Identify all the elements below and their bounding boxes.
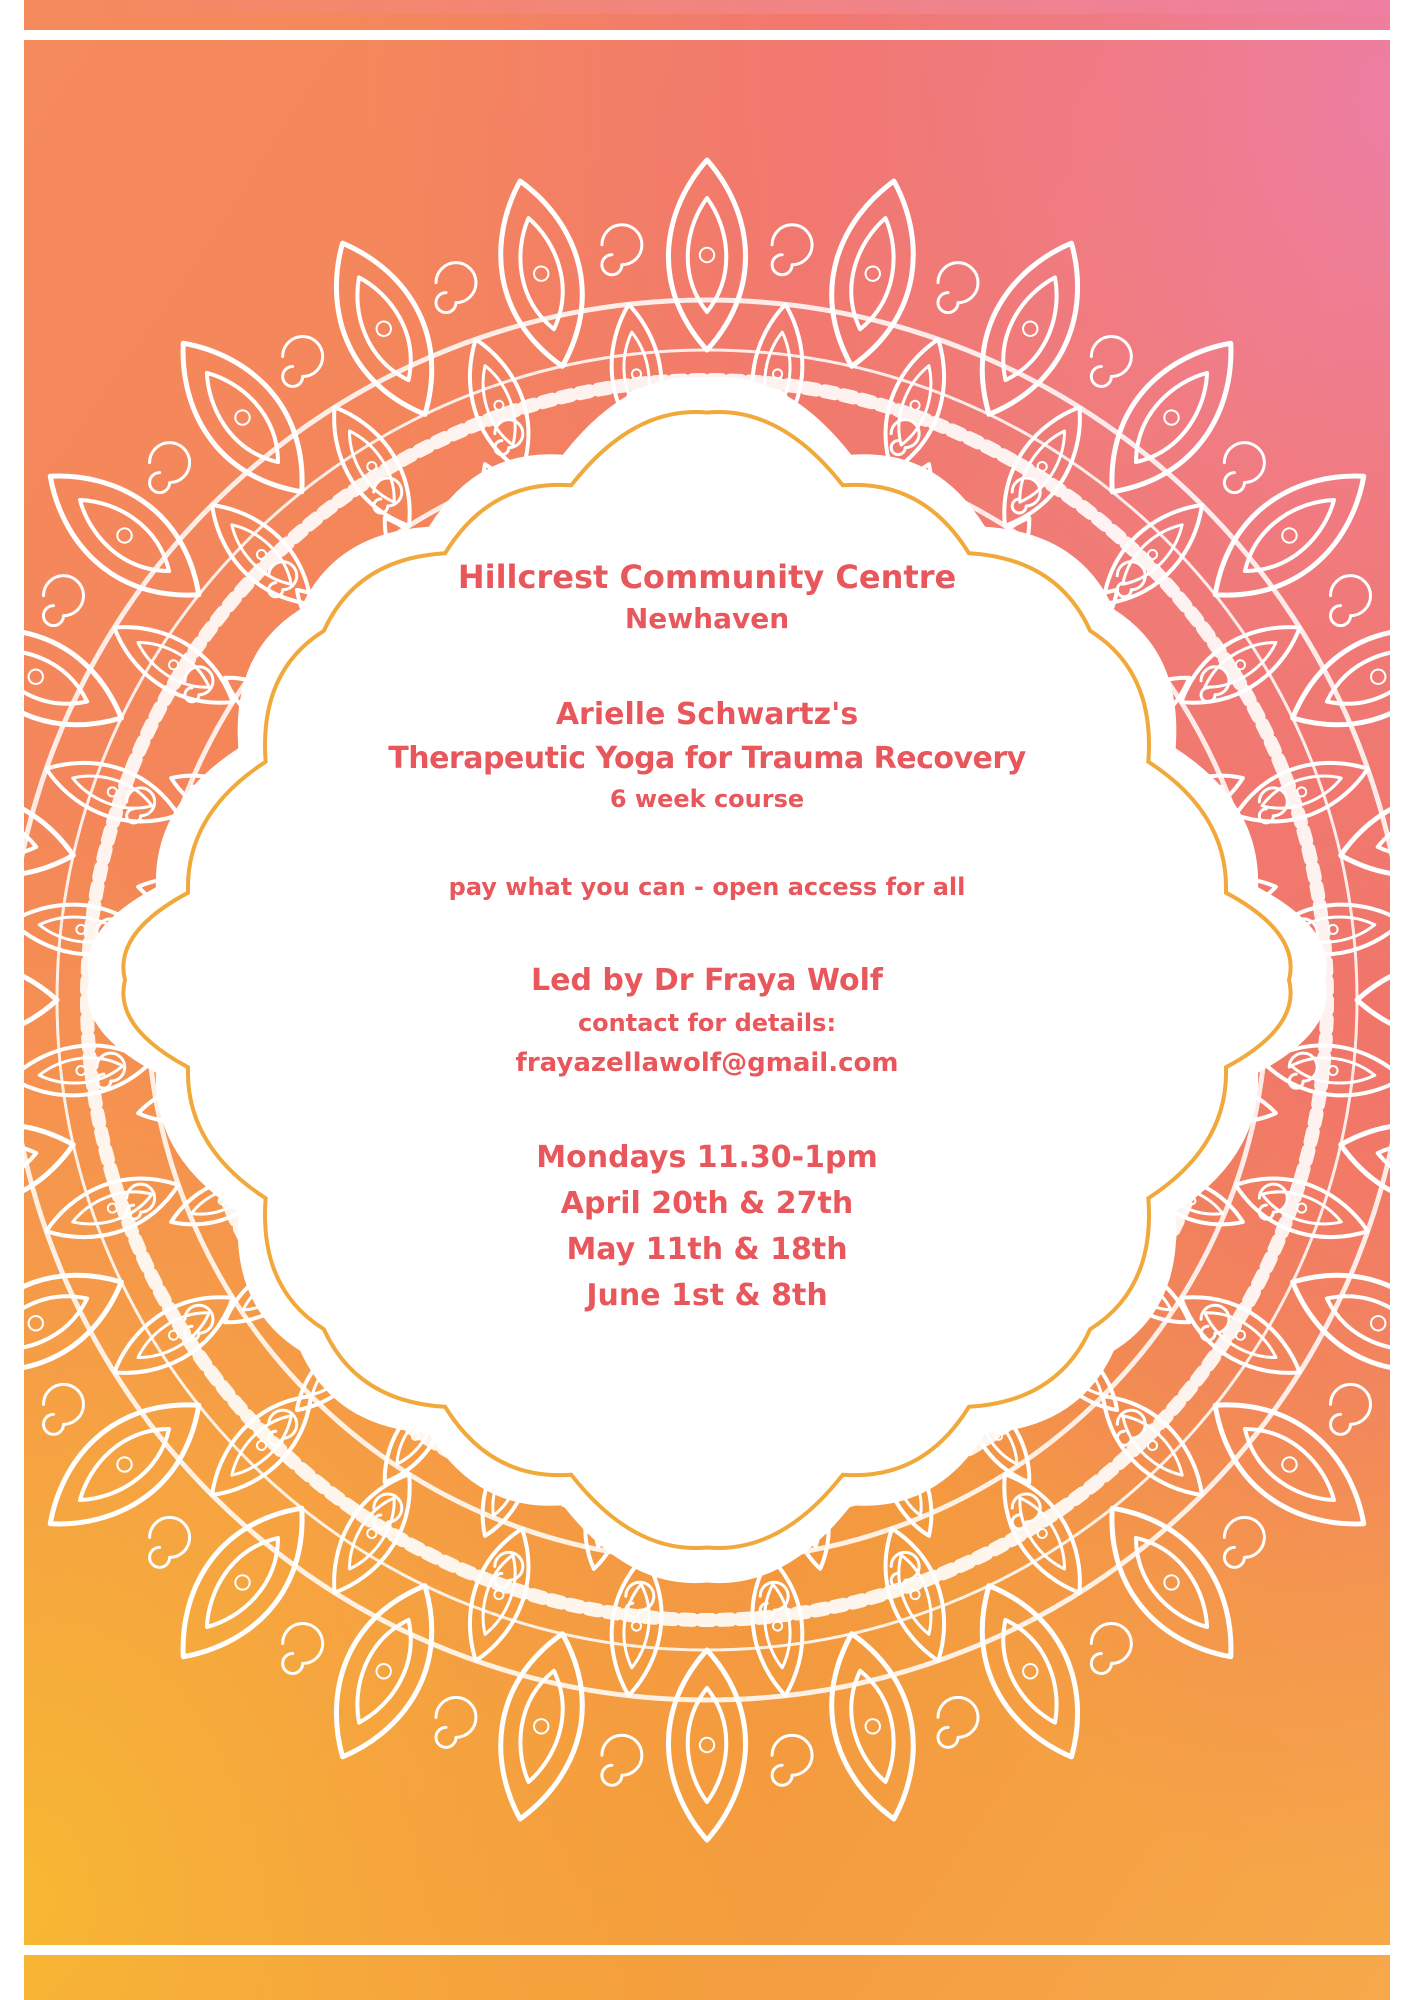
schedule-date-june: June 1st & 8th xyxy=(586,1278,828,1313)
course-author: Arielle Schwartz's xyxy=(555,697,859,732)
course-length: 6 week course xyxy=(609,785,805,813)
course-title: Therapeutic Yoga for Trauma Recovery xyxy=(388,741,1026,776)
schedule-date-april: April 20th & 27th xyxy=(560,1186,854,1221)
venue-name: Hillcrest Community Centre xyxy=(457,558,957,596)
schedule-day-time: Mondays 11.30-1pm xyxy=(536,1140,878,1175)
course-leader: Led by Dr Fraya Wolf xyxy=(531,963,883,998)
poster-text xyxy=(340,555,1074,1319)
venue-town: Newhaven xyxy=(624,602,790,635)
contact-label: contact for details: xyxy=(577,1009,837,1037)
contact-email[interactable]: frayazellawolf@gmail.com xyxy=(515,1048,899,1078)
schedule-date-may: May 11th & 18th xyxy=(566,1232,848,1267)
pricing-note: pay what you can - open access for all xyxy=(448,873,966,901)
